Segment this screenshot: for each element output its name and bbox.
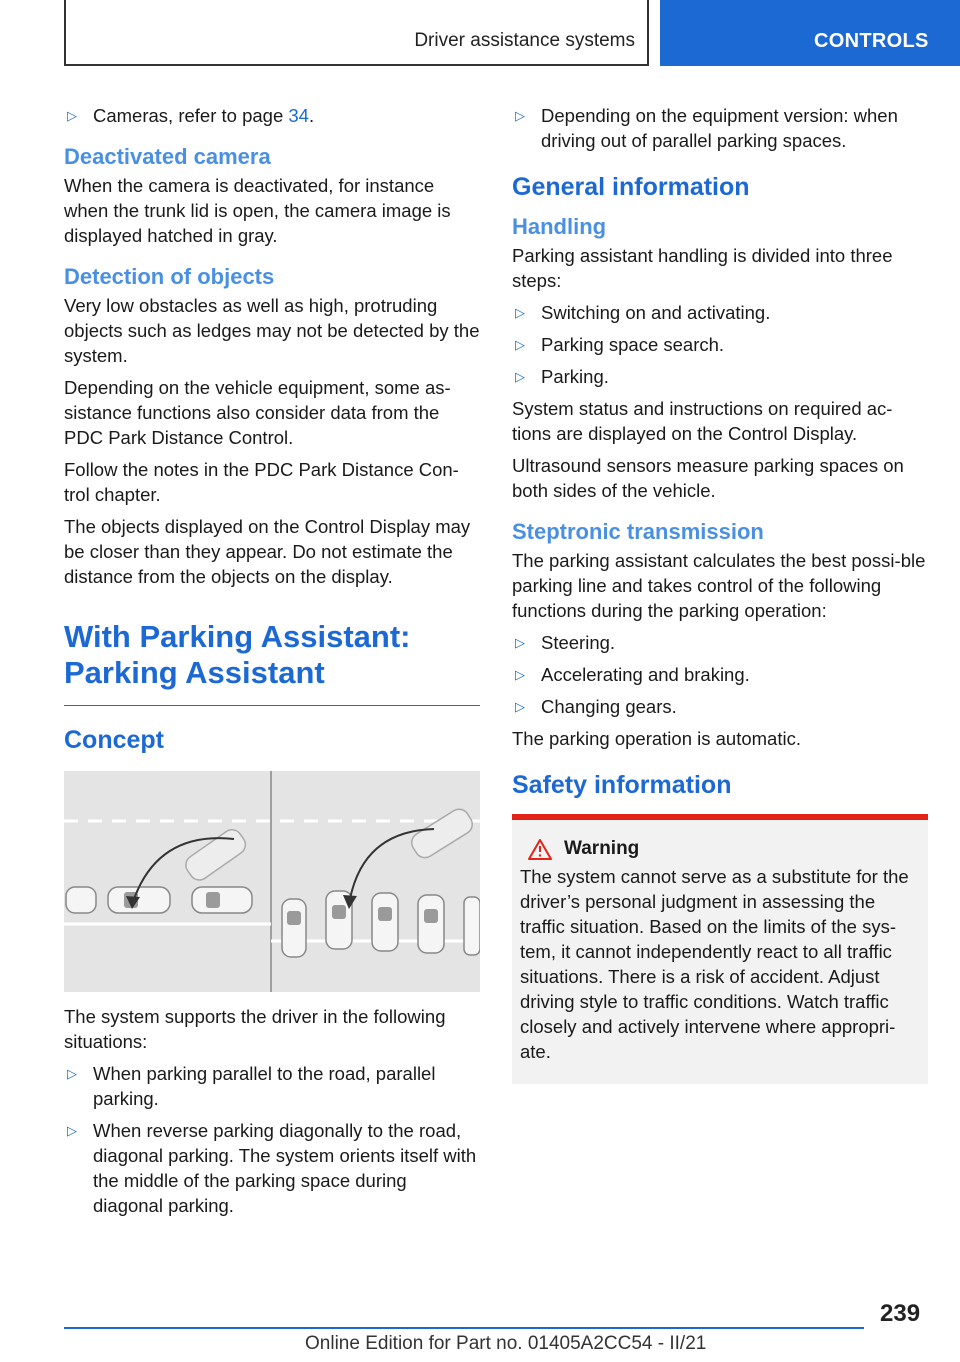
paragraph: When the camera is deactivated, for instance when the trunk lid is open, the camera image is displayed hatched in gray. <box>64 175 451 246</box>
paragraph: The system supports the driver in the following situations: <box>64 1006 446 1052</box>
triangle-right-icon: ▷ <box>67 1066 77 1081</box>
list-item: ▷ When reverse parking diagonally to the road, diagonal parking. The system orients itself with the middle of the parking space during diagonal parking. <box>67 1120 477 1216</box>
paragraph: Follow the notes in the PDC Park Distance Con‐trol chapter. <box>64 459 459 505</box>
header-section-title: Driver assistance systems <box>414 30 635 51</box>
paragraph: The objects displayed on the Control Display may be closer than they appear. Do not estimate the distance from the objects on the display. <box>64 516 471 587</box>
right-column <box>512 103 928 1084</box>
paragraph: Very low obstacles as well as high, protruding objects such as ledges may not be detected by the system. <box>64 295 480 366</box>
heading-safety-information: Safety information <box>512 771 732 799</box>
heading-detection-of-objects: Detection of objects <box>64 264 275 289</box>
header-chapter-title: CONTROLS <box>814 30 929 52</box>
chapter-heading: With Parking Assistant: Parking Assistant <box>64 619 480 706</box>
paragraph: Parking assistant handling is divided into three steps: <box>512 245 893 291</box>
triangle-right-icon: ▷ <box>67 1123 77 1138</box>
page-link[interactable]: 34 <box>288 105 309 126</box>
paragraph: System status and instructions on required ac‐tions are displayed on the Control Display. <box>512 398 893 444</box>
list-item: ▷ Depending on the equipment version: when driving out of parallel parking spaces. <box>515 105 898 151</box>
list-item: ▷ Switching on and activating. <box>515 302 771 323</box>
footer-edition: Online Edition for Part no. 01405A2CC54 - II/21 <box>305 1333 707 1354</box>
triangle-right-icon: ▷ <box>515 369 525 384</box>
warning-triangle-icon <box>528 838 552 860</box>
paragraph: The parking assistant calculates the best possi‐ble parking line and takes control of the following functions during the parking operation: <box>512 550 926 621</box>
heading-deactivated-camera: Deactivated camera <box>64 144 271 169</box>
header-chapter-tab <box>660 0 960 66</box>
triangle-right-icon: ▷ <box>515 108 525 123</box>
header-section-tab <box>64 0 649 66</box>
triangle-right-icon: ▷ <box>515 699 525 714</box>
list-item: ▷ Cameras, refer to page 34. <box>67 105 315 126</box>
warning-text: The system cannot serve as a substitute for the driver’s personal judgment in assessing the traffic situation. Based on the limits of the sys‐tem, it cannot independently react to all traffic situations. There is a risk of accident. Adjust driving style to traffic conditions. Watch traffic closely and actively intervene where appropri‐ate. <box>520 866 909 1062</box>
triangle-right-icon: ▷ <box>515 635 525 650</box>
heading-general-information: General information <box>512 173 750 201</box>
footer-divider <box>64 1327 864 1329</box>
paragraph: Depending on the vehicle equipment, some as‐sistance functions also consider data from the PDC Park Distance Control. <box>64 377 451 448</box>
warning-title: Warning <box>564 838 640 859</box>
paragraph: Ultrasound sensors measure parking spaces on both sides of the vehicle. <box>512 455 904 501</box>
list-item: ▷ Steering. <box>515 632 616 653</box>
triangle-right-icon: ▷ <box>515 337 525 352</box>
warning-header <box>528 838 920 860</box>
left-column <box>64 103 480 1225</box>
triangle-right-icon: ▷ <box>515 305 525 320</box>
triangle-right-icon: ▷ <box>515 667 525 682</box>
list-item: ▷ Parking space search. <box>515 334 725 355</box>
parking-diagram-svg <box>64 771 480 992</box>
list-item: ▷ Changing gears. <box>515 696 677 717</box>
triangle-right-icon: ▷ <box>67 108 77 123</box>
warning-box <box>512 814 928 1084</box>
list-item: ▷ Parking. <box>515 366 609 387</box>
list-item: ▷ When parking parallel to the road, parallel parking. <box>67 1063 436 1109</box>
list-item: ▷ Accelerating and braking. <box>515 664 750 685</box>
paragraph: The parking operation is automatic. <box>512 728 801 749</box>
heading-concept: Concept <box>64 726 164 754</box>
heading-steptronic-transmission: Steptronic transmission <box>512 519 764 544</box>
parking-illustration <box>64 771 480 992</box>
heading-handling: Handling <box>512 214 607 239</box>
page-number: 239 <box>880 1300 921 1327</box>
